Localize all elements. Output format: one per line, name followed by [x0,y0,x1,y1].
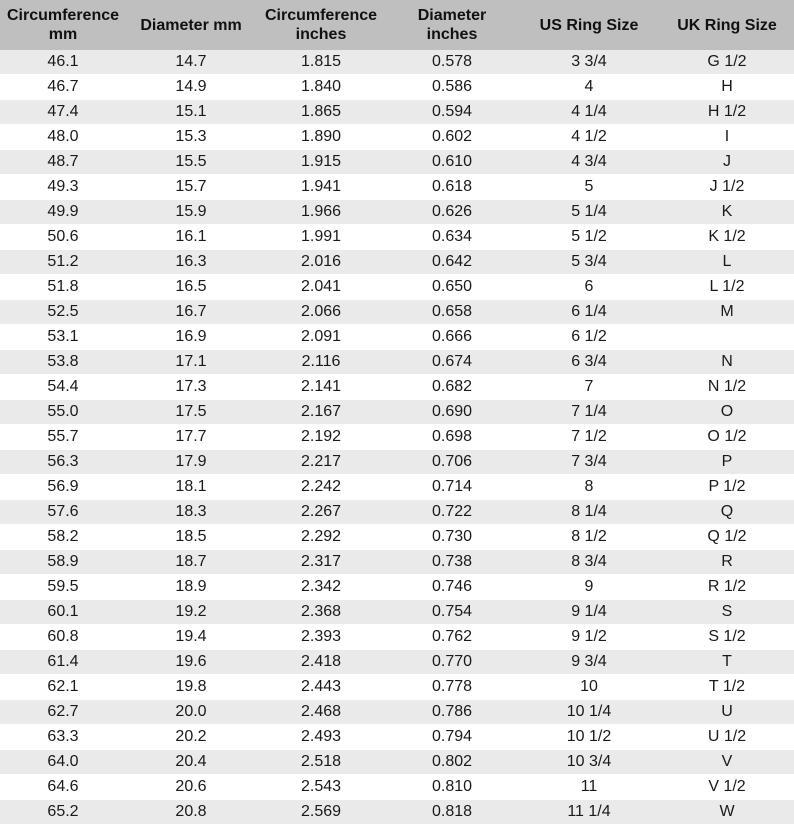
cell-uk-ring-size: M [660,300,794,325]
cell-diameter-inches: 0.810 [386,775,518,800]
cell-diameter-inches: 0.610 [386,150,518,175]
cell-uk-ring-size: L 1/2 [660,275,794,300]
cell-diameter-inches: 0.618 [386,175,518,200]
table-row [0,325,794,350]
cell-us-ring-size: 8 1/2 [518,525,660,550]
cell-diameter-mm: 16.9 [126,325,256,350]
cell-circumference-inches: 2.267 [256,500,386,525]
table-row [0,450,794,475]
cell-circumference-mm: 46.1 [0,50,126,75]
cell-diameter-inches: 0.594 [386,100,518,125]
cell-us-ring-size: 7 1/4 [518,400,660,425]
cell-circumference-mm: 55.0 [0,400,126,425]
header-circumference-inches [256,0,386,50]
cell-uk-ring-size: P [660,450,794,475]
cell-diameter-mm: 20.2 [126,725,256,750]
header-diameter-mm [126,0,256,50]
cell-circumference-mm: 46.7 [0,75,126,100]
cell-circumference-mm: 48.7 [0,150,126,175]
cell-diameter-mm: 16.7 [126,300,256,325]
cell-diameter-mm: 19.6 [126,650,256,675]
header-line: Circumference [264,7,378,24]
cell-diameter-inches: 0.722 [386,500,518,525]
cell-us-ring-size: 5 1/2 [518,225,660,250]
table-header [0,0,794,50]
cell-us-ring-size: 8 1/4 [518,500,660,525]
cell-diameter-inches: 0.698 [386,425,518,450]
cell-us-ring-size: 4 1/2 [518,125,660,150]
cell-uk-ring-size: H 1/2 [660,100,794,125]
cell-uk-ring-size: N [660,350,794,375]
cell-us-ring-size: 3 3/4 [518,50,660,75]
cell-diameter-mm: 15.1 [126,100,256,125]
cell-diameter-mm: 18.3 [126,500,256,525]
table-row [0,400,794,425]
cell-uk-ring-size: H [660,75,794,100]
cell-uk-ring-size: L [660,250,794,275]
cell-diameter-inches: 0.578 [386,50,518,75]
table-row [0,375,794,400]
cell-circumference-inches: 1.890 [256,125,386,150]
cell-diameter-mm: 19.4 [126,625,256,650]
cell-diameter-mm: 20.8 [126,800,256,825]
cell-us-ring-size: 9 1/4 [518,600,660,625]
cell-diameter-mm: 15.3 [126,125,256,150]
cell-circumference-inches: 2.569 [256,800,386,825]
cell-circumference-mm: 49.9 [0,200,126,225]
cell-circumference-mm: 57.6 [0,500,126,525]
cell-circumference-mm: 61.4 [0,650,126,675]
cell-us-ring-size: 6 3/4 [518,350,660,375]
cell-circumference-inches: 2.141 [256,375,386,400]
cell-circumference-inches: 2.242 [256,475,386,500]
cell-circumference-inches: 2.066 [256,300,386,325]
cell-uk-ring-size: Q 1/2 [660,525,794,550]
cell-us-ring-size: 4 1/4 [518,100,660,125]
cell-circumference-inches: 2.368 [256,600,386,625]
cell-us-ring-size: 8 [518,475,660,500]
header-uk-ring-size [660,0,794,50]
cell-us-ring-size: 10 3/4 [518,750,660,775]
cell-diameter-mm: 20.6 [126,775,256,800]
cell-uk-ring-size: R 1/2 [660,575,794,600]
table-row [0,775,794,800]
cell-diameter-inches: 0.626 [386,200,518,225]
table-row [0,675,794,700]
cell-us-ring-size: 10 1/2 [518,725,660,750]
header-line: Diameter mm [140,16,242,34]
header-us-ring-size [518,0,660,50]
table-row [0,275,794,300]
cell-circumference-inches: 1.941 [256,175,386,200]
cell-diameter-inches: 0.762 [386,625,518,650]
cell-circumference-mm: 56.3 [0,450,126,475]
cell-uk-ring-size: O [660,400,794,425]
table-row [0,100,794,125]
cell-uk-ring-size: U 1/2 [660,725,794,750]
table-row [0,250,794,275]
cell-us-ring-size: 6 [518,275,660,300]
cell-circumference-inches: 2.116 [256,350,386,375]
cell-diameter-mm: 14.7 [126,50,256,75]
header-line: US Ring Size [539,16,639,34]
cell-uk-ring-size: J [660,150,794,175]
cell-diameter-inches: 0.738 [386,550,518,575]
table-body [0,50,794,825]
cell-diameter-mm: 15.5 [126,150,256,175]
cell-circumference-mm: 59.5 [0,575,126,600]
cell-circumference-mm: 56.9 [0,475,126,500]
cell-diameter-inches: 0.778 [386,675,518,700]
cell-uk-ring-size: S 1/2 [660,625,794,650]
cell-diameter-inches: 0.658 [386,300,518,325]
cell-uk-ring-size: U [660,700,794,725]
cell-circumference-mm: 48.0 [0,125,126,150]
cell-diameter-mm: 17.7 [126,425,256,450]
cell-uk-ring-size: T [660,650,794,675]
cell-circumference-mm: 63.3 [0,725,126,750]
cell-circumference-inches: 2.468 [256,700,386,725]
cell-us-ring-size: 10 1/4 [518,700,660,725]
cell-circumference-mm: 58.9 [0,550,126,575]
cell-uk-ring-size: V [660,750,794,775]
table-row [0,150,794,175]
cell-us-ring-size: 11 1/4 [518,800,660,825]
cell-circumference-inches: 2.091 [256,325,386,350]
cell-diameter-inches: 0.642 [386,250,518,275]
header-line: Diameter [417,7,487,24]
cell-circumference-inches: 2.217 [256,450,386,475]
table-row [0,525,794,550]
cell-diameter-inches: 0.690 [386,400,518,425]
cell-diameter-mm: 17.9 [126,450,256,475]
cell-uk-ring-size: S [660,600,794,625]
cell-diameter-mm: 18.1 [126,475,256,500]
cell-diameter-mm: 18.7 [126,550,256,575]
cell-circumference-mm: 47.4 [0,100,126,125]
table-row [0,550,794,575]
cell-diameter-mm: 15.9 [126,200,256,225]
cell-circumference-mm: 52.5 [0,300,126,325]
cell-us-ring-size: 9 1/2 [518,625,660,650]
table-row [0,700,794,725]
cell-diameter-mm: 17.3 [126,375,256,400]
cell-circumference-inches: 2.317 [256,550,386,575]
cell-diameter-inches: 0.602 [386,125,518,150]
cell-circumference-inches: 1.815 [256,50,386,75]
header-diameter-inches [386,0,518,50]
cell-diameter-mm: 18.9 [126,575,256,600]
cell-circumference-mm: 62.1 [0,675,126,700]
table-row [0,650,794,675]
cell-diameter-inches: 0.818 [386,800,518,825]
table-row [0,300,794,325]
cell-circumference-inches: 2.192 [256,425,386,450]
table-row [0,225,794,250]
cell-us-ring-size: 7 [518,375,660,400]
table-row [0,200,794,225]
cell-diameter-inches: 0.770 [386,650,518,675]
table-row [0,50,794,75]
cell-uk-ring-size: R [660,550,794,575]
cell-diameter-inches: 0.802 [386,750,518,775]
cell-uk-ring-size: K [660,200,794,225]
cell-diameter-inches: 0.714 [386,475,518,500]
cell-circumference-inches: 2.292 [256,525,386,550]
cell-circumference-inches: 1.915 [256,150,386,175]
header-row [0,0,794,50]
cell-circumference-mm: 65.2 [0,800,126,825]
cell-us-ring-size: 5 1/4 [518,200,660,225]
cell-circumference-inches: 2.443 [256,675,386,700]
cell-circumference-inches: 1.840 [256,75,386,100]
cell-uk-ring-size: W [660,800,794,825]
cell-diameter-inches: 0.666 [386,325,518,350]
header-line: Circumference [6,7,120,24]
cell-circumference-mm: 60.8 [0,625,126,650]
cell-diameter-mm: 19.8 [126,675,256,700]
header-circumference-mm [0,0,126,50]
table-row [0,125,794,150]
cell-diameter-inches: 0.786 [386,700,518,725]
header-line: inches [295,26,347,43]
cell-uk-ring-size: Q [660,500,794,525]
cell-us-ring-size: 9 [518,575,660,600]
cell-us-ring-size: 10 [518,675,660,700]
cell-uk-ring-size: V 1/2 [660,775,794,800]
cell-circumference-inches: 2.167 [256,400,386,425]
cell-uk-ring-size: K 1/2 [660,225,794,250]
cell-diameter-inches: 0.746 [386,575,518,600]
table-row [0,350,794,375]
cell-circumference-inches: 2.016 [256,250,386,275]
cell-diameter-mm: 18.5 [126,525,256,550]
cell-us-ring-size: 6 1/4 [518,300,660,325]
cell-us-ring-size: 7 1/2 [518,425,660,450]
cell-circumference-inches: 2.493 [256,725,386,750]
cell-circumference-mm: 64.6 [0,775,126,800]
table-row [0,475,794,500]
cell-us-ring-size: 5 [518,175,660,200]
cell-uk-ring-size: I [660,125,794,150]
table-row [0,425,794,450]
cell-circumference-inches: 1.966 [256,200,386,225]
cell-us-ring-size: 4 3/4 [518,150,660,175]
cell-circumference-mm: 58.2 [0,525,126,550]
cell-us-ring-size: 7 3/4 [518,450,660,475]
cell-circumference-mm: 50.6 [0,225,126,250]
header-line: mm [48,26,78,43]
cell-circumference-mm: 51.2 [0,250,126,275]
cell-diameter-mm: 17.1 [126,350,256,375]
table-row [0,600,794,625]
table-row [0,175,794,200]
cell-diameter-mm: 16.1 [126,225,256,250]
cell-diameter-inches: 0.730 [386,525,518,550]
cell-uk-ring-size: P 1/2 [660,475,794,500]
cell-diameter-inches: 0.586 [386,75,518,100]
cell-diameter-inches: 0.634 [386,225,518,250]
cell-us-ring-size: 11 [518,775,660,800]
cell-us-ring-size: 6 1/2 [518,325,660,350]
table-row [0,625,794,650]
cell-us-ring-size: 4 [518,75,660,100]
cell-diameter-inches: 0.650 [386,275,518,300]
cell-diameter-inches: 0.794 [386,725,518,750]
cell-diameter-mm: 19.2 [126,600,256,625]
cell-us-ring-size: 9 3/4 [518,650,660,675]
cell-circumference-mm: 60.1 [0,600,126,625]
header-line: UK Ring Size [677,16,777,34]
cell-circumference-mm: 55.7 [0,425,126,450]
cell-circumference-inches: 1.865 [256,100,386,125]
table-row [0,725,794,750]
cell-uk-ring-size: N 1/2 [660,375,794,400]
cell-diameter-mm: 17.5 [126,400,256,425]
cell-diameter-mm: 16.5 [126,275,256,300]
cell-diameter-mm: 15.7 [126,175,256,200]
header-line: inches [426,26,478,43]
cell-diameter-mm: 16.3 [126,250,256,275]
cell-diameter-mm: 20.0 [126,700,256,725]
table-row [0,750,794,775]
table-row [0,75,794,100]
cell-diameter-inches: 0.754 [386,600,518,625]
cell-uk-ring-size: O 1/2 [660,425,794,450]
cell-circumference-mm: 54.4 [0,375,126,400]
cell-circumference-mm: 51.8 [0,275,126,300]
cell-diameter-mm: 20.4 [126,750,256,775]
cell-circumference-mm: 64.0 [0,750,126,775]
cell-circumference-mm: 53.8 [0,350,126,375]
cell-uk-ring-size [660,325,794,350]
cell-circumference-mm: 53.1 [0,325,126,350]
cell-uk-ring-size: T 1/2 [660,675,794,700]
cell-us-ring-size: 5 3/4 [518,250,660,275]
table-row [0,575,794,600]
cell-circumference-inches: 2.393 [256,625,386,650]
cell-diameter-inches: 0.682 [386,375,518,400]
table-row [0,800,794,825]
cell-circumference-mm: 62.7 [0,700,126,725]
table-row [0,500,794,525]
cell-circumference-inches: 1.991 [256,225,386,250]
cell-diameter-inches: 0.706 [386,450,518,475]
cell-us-ring-size: 8 3/4 [518,550,660,575]
cell-diameter-inches: 0.674 [386,350,518,375]
cell-circumference-inches: 2.342 [256,575,386,600]
cell-circumference-inches: 2.518 [256,750,386,775]
cell-circumference-mm: 49.3 [0,175,126,200]
cell-uk-ring-size: G 1/2 [660,50,794,75]
cell-uk-ring-size: J 1/2 [660,175,794,200]
cell-circumference-inches: 2.041 [256,275,386,300]
cell-circumference-inches: 2.543 [256,775,386,800]
cell-diameter-mm: 14.9 [126,75,256,100]
cell-circumference-inches: 2.418 [256,650,386,675]
